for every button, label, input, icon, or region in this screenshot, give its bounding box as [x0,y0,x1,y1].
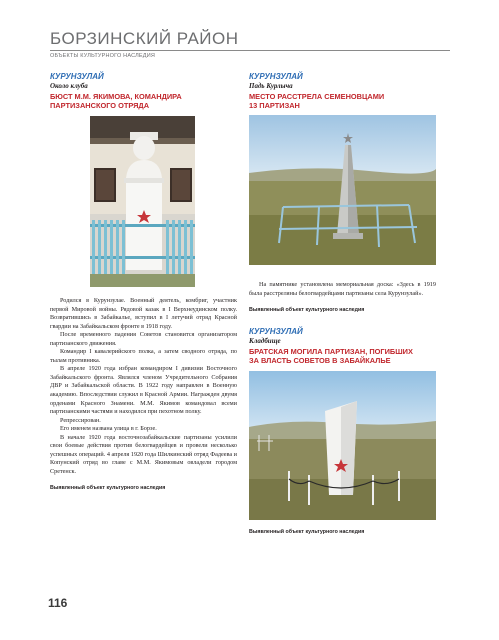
article-title-line: МЕСТО РАССТРЕЛА СЕМЕНОВЦАМИ [249,92,385,101]
photo-bust-monument [90,116,195,287]
article-title-line: БЮСТ М.М. ЯКИМОВА, КОМАНДИРА [50,92,182,101]
paragraph: После временного падения Советов становится организатором партизанского движения. [50,331,237,347]
paragraph: Его именем названа улица в г. Борзе. [60,425,157,433]
paragraph: Командир I кавалерийского полка, а затем сводного отряда, по тылам противника. [50,348,237,364]
photo-mass-grave [249,371,436,520]
paragraph: Репрессирован. [60,416,101,424]
page-number: 116 [48,596,68,610]
paragraph: На памятнике установлена мемориальная доска: «Здесь в 1919 была расстреляны белогвардейцами партизаны села Курунзулай». [249,281,436,297]
heritage-note: Выявленный объект культурного наследия [249,529,365,536]
section-title: БОРЗИНСКИЙ РАЙОН [50,29,239,48]
sublocation-label: Падь Курлыча [249,82,293,90]
paragraph: В апреле 1920 года избран командиром I дивизии Восточного Забайкальского фронта. Являлся членом Учредительного Собрания ДВР и Забайкальской области. В 1922 году направлен в Военную академию. Впоследствии служил в Красной Армии. Награжден двумя орденами Красного Знамени. М.М. Якимов командовал всеми партизанскими частями и находился при пехотном полку. [50,365,237,416]
article-body [249,281,436,298]
article-title [249,92,436,110]
bust-photo-illustration [90,116,195,287]
header-divider [50,50,450,51]
paragraph: В начале 1920 года восточнозабайкальские партизаны усилили свои боевые действия против белогвардейцев и провели несколько успешных операций. 4 апреля 1920 года Шилкинский отряд Фадеева и Копунский отряд во главе с М.М. Якимовым овладели городом Сретенск. [50,433,237,475]
location-label: КУРУНЗУЛАЙ [50,72,104,81]
sublocation-label: Около клуба [50,82,88,90]
heritage-note: Выявленный объект культурного наследия [249,307,365,314]
article-execution-site [249,72,436,535]
paragraph: Родился в Курунзулае. Военный деятель, комбриг, участник первой Мировой войны. Рядовой казак в I Верхнеудинском полку. Возвратившись в Забайкалье, вступил в I летучий отряд Красной гвардии на Забайкальском фронте в 1918 году. [50,297,237,330]
location-label: КУРУНЗУЛАЙ [249,72,303,81]
sublocation-label: Кладбище [249,337,281,346]
location-label: КУРУНЗУЛАЙ [249,327,303,337]
heritage-note: Выявленный объект культурного наследия [50,485,166,492]
article-title-line: 13 ПАРТИЗАН [249,101,300,110]
article-title [50,92,237,110]
section-subtitle: ОБЪЕКТЫ КУЛЬТУРНОГО НАСЛЕДИЯ [50,53,156,59]
article-mass-grave [249,327,436,535]
page-header [50,30,450,59]
article-title [249,347,436,365]
article-bust-yakimov [50,72,237,491]
article-title-line: ЗА ВЛАСТЬ СОВЕТОВ В ЗАБАЙКАЛЬЕ [249,356,391,366]
article-body [50,297,237,476]
photo-obelisk-steppe [249,115,436,265]
article-title-line: БРАТСКАЯ МОГИЛА ПАРТИЗАН, ПОГИБШИХ [249,347,413,357]
article-title-line: ПАРТИЗАНСКОГО ОТРЯДА [50,101,150,110]
grave-photo-illustration [249,371,436,520]
obelisk-photo-illustration [249,115,436,265]
